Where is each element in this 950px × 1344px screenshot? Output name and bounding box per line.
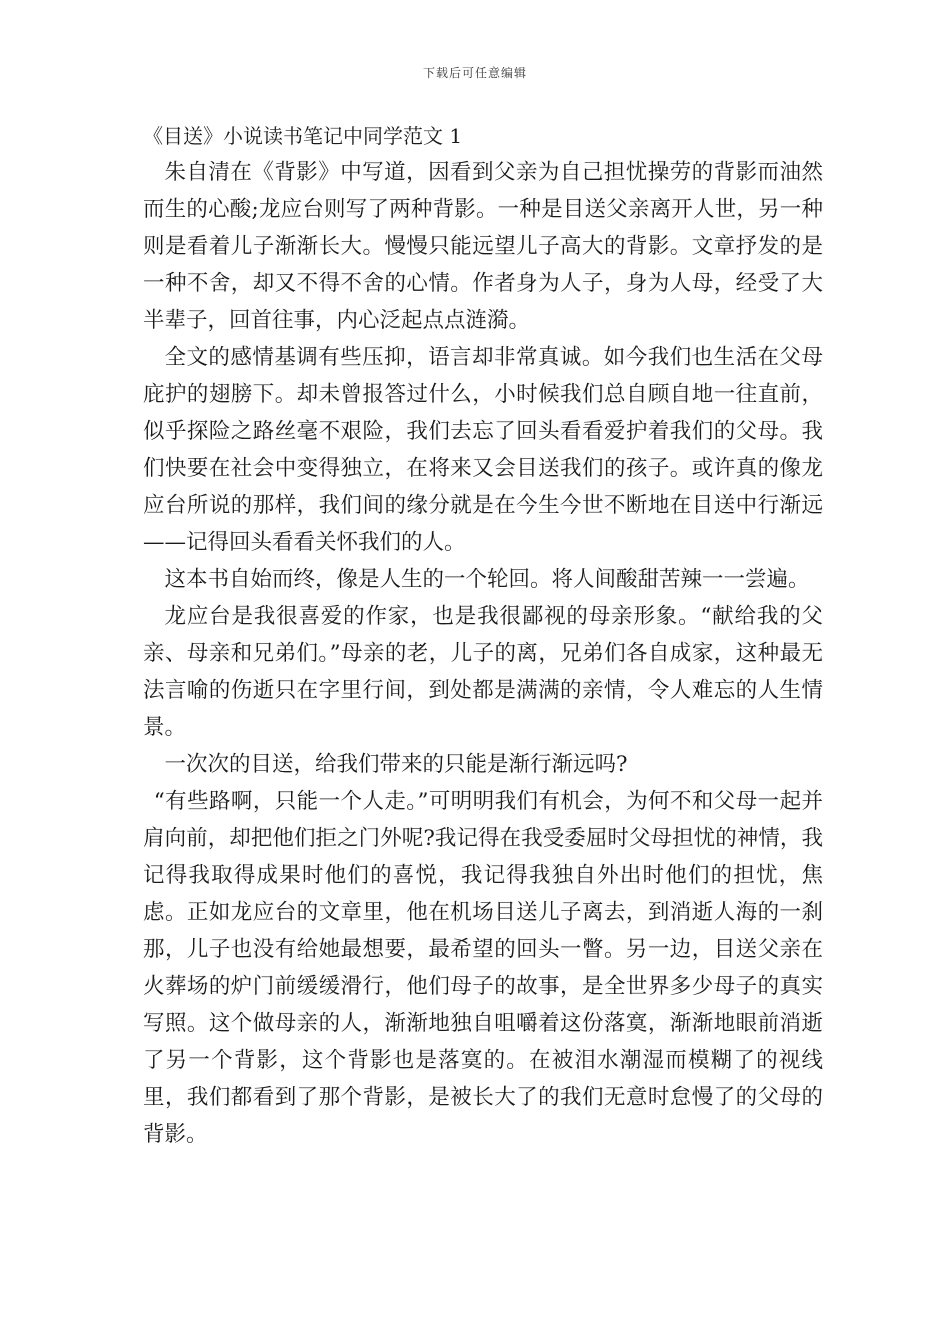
paragraph-2: 全文的感情基调有些压抑，语言却非常真诚。如今我们也生活在父母庇护的翅膀下。却未曾报答过什么，小时候我们总自顾自地一往直前，似乎探险之路丝毫不艰险，我们去忘了回头看看爱护着我们的父母。我们快要在社会中变得独立，在将来又会目送我们的孩子。或许真的像龙应台所说的那样，我们间的缘分就是在今生今世不断地在目送中行渐远——记得回头看看关怀我们的人。 [143,345,823,555]
paragraph-6: “有些路啊，只能一个人走。”可明明我们有机会，为何不和父母一起并肩向前，却把他们拒之门外呢?我记得在我受委屈时父母担忧的神情，我记得我取得成果时他们的喜悦，我记得我独自外出时他们的担忧，焦虑。正如龙应台的文章里，他在机场目送儿子离去，到消逝人海的一刹那，儿子也没有给她最想要，最希望的回头一瞥。另一边，目送父亲在火葬场的炉门前缓缓滑行，他们母子的故事，是全世界多少母子的真实写照。这个做母亲的人，渐渐地独自咀嚼着这份落寞，渐渐地眼前消逝了另一个背影，这个背影也是落寞的。在被泪水潮湿而模糊了的视线里，我们都看到了那个背影，是被长大了的我们无意时怠慢了的父母的背影。 [143,789,823,1147]
header-note: 下载后可任意编辑 [422,66,527,80]
paragraph-3: 这本书自始而终，像是人生的一个轮回。将人间酸甜苦辣一一尝遍。 [164,567,810,592]
paragraph-4: 龙应台是我很喜爱的作家，也是我很鄙视的母亲形象。“献给我的父亲、母亲和兄弟们。”母亲的老，儿子的离，兄弟们各自成家，这种最无法言喻的伤逝只在字里行间，到处都是满满的亲情，令人难忘的人生情景。 [143,604,823,740]
paragraph-5: 一次次的目送，给我们带来的只能是渐行渐远吗? [164,752,628,777]
document-title: 《目送》小说读书笔记中同学范文 1 [143,124,463,148]
paragraph-1: 朱自清在《背影》中写道，因看到父亲为自己担忧操劳的背影而油然而生的心酸;龙应台则写了两种背影。一种是目送父亲离开人世，另一种则是看着儿子渐渐长大。慢慢只能远望儿子高大的背影。文章抒发的是一种不舍，却又不得不舍的心情。作者身为人子，身为人母，经受了大半辈子，回首往事，内心泛起点点涟漪。 [143,160,823,333]
document-body [143,121,823,1153]
